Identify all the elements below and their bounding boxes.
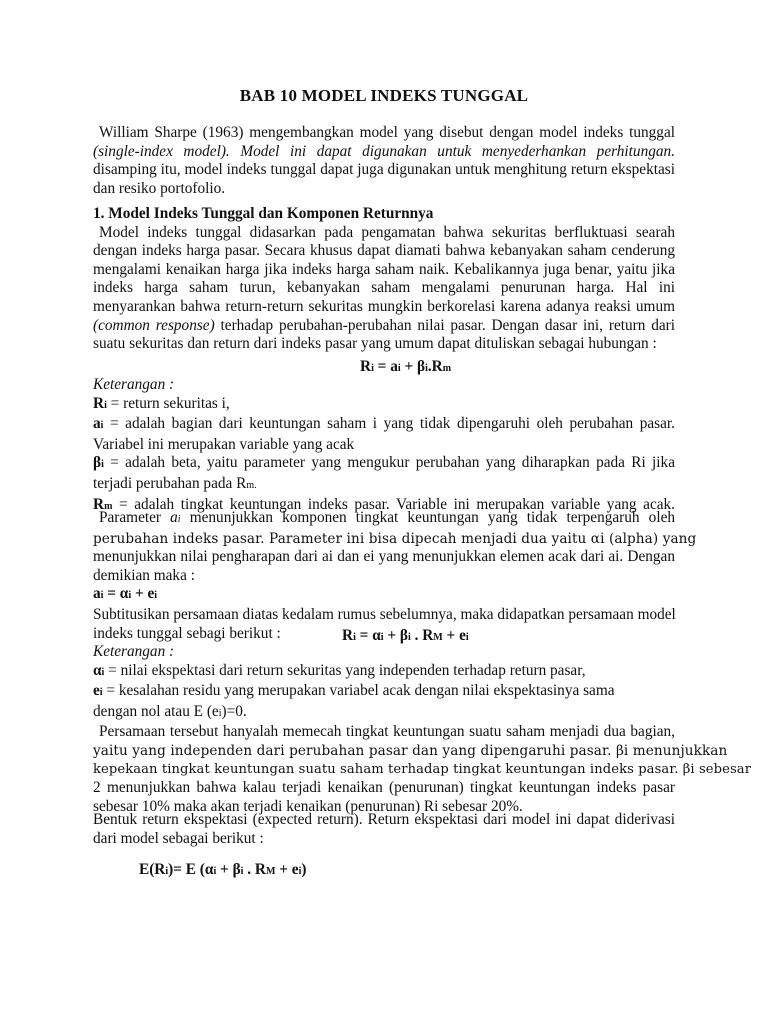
text-line: (single-index model). Model ini dapat digunakan untuk menyederhankan perhitungan.	[93, 142, 675, 160]
text-line: Parameter ai menunjukkan komponen tingkat keuntungan yang tidak terpengaruh oleh	[99, 509, 676, 526]
keterangan-2	[93, 643, 752, 816]
text-line: sebesar 10% maka akan terjadi kenaikan (penurunan) Ri sebesar 20%.	[93, 797, 523, 815]
equation-ai: ai = αi + ei	[93, 585, 158, 603]
text-line: disamping itu, model indeks tunggal dapat juga digunakan untuk menghitung return ekspektasi	[93, 161, 675, 179]
equation-return: Ri = ai + βi.Rm	[360, 358, 452, 375]
text-line: Persamaan tersebut hanyalah memecah tingkat keuntungan suatu saham menjadi dua bagian,	[99, 723, 675, 741]
text-line	[93, 317, 675, 336]
text-line: indeks harga saham turun, kebanyakan saham mengalami penurunan harga. Hal ini	[93, 279, 675, 297]
text-line: kepekaan tingkat keuntungan suatu saham terhadap tingkat keuntungan indeks pasar. βi sebesar	[93, 761, 752, 777]
definition-beta: βi = adalah beta, yaitu parameter yang mengukur perubahan yang diharapkan pada Ri jika	[93, 454, 675, 472]
text-line: menunjukkan nilai pengharapan dari ai dan ei yang menunjukkan elemen acak dari ai. Dengan	[93, 548, 675, 566]
text-line: 2 menunjukkan bahwa kalau terjadi kenaikan (penurunan) tingkat keuntungan indeks pasar	[93, 779, 675, 797]
text-line: dan resiko portofolio.	[93, 179, 226, 197]
text-line: demikian maka :	[93, 566, 195, 584]
common-response-term: (common response)	[93, 316, 215, 334]
text-line: mengalami kenaikan harga jika indeks harga saham naik. Kebalikannya juga benar, yaitu jika	[93, 260, 675, 278]
text-line: indeks tunggal sebagi berikut :	[93, 624, 281, 642]
page-title: BAB 10 MODEL INDEKS TUNGGAL	[239, 86, 529, 105]
text-line: suatu sekuritas dan return dari indeks pasar yang umum dapat dituliskan sebagai hubungan :	[93, 335, 657, 353]
text-line: William Sharpe (1963) mengembangkan model yang disebut dengan model indeks tunggal	[99, 124, 675, 141]
text-line: perubahan indeks pasar. Parameter ini bisa dipecah menjadi dua yaitu αi (alpha) yang	[93, 530, 697, 547]
equation-single-index: Ri = αi + βi . RM + ei	[342, 627, 469, 644]
text-line: Subtitusikan persamaan diatas kedalam rumus sebelumnya, maka didapatkan persamaan model	[93, 605, 676, 623]
keterangan-label: Keterangan :	[93, 643, 175, 660]
equation-expected-return: E(Ri)= E (αi + βi . RM + ei)	[139, 861, 307, 878]
expected-return-paragraph	[93, 811, 675, 848]
text-line: dengan nol atau E (ei)=0.	[93, 702, 247, 720]
text-line: dengan indeks harga pasar. Secara khusus dapat diamati bahwa kebanyakan saham cenderung	[93, 242, 675, 260]
definition-alpha: αi = nilai ekspektasi dari return sekuritas yang independen terhadap return pasar,	[93, 661, 586, 679]
keterangan-1	[93, 376, 675, 516]
definition-ai: ai = adalah bagian dari keuntungan saham i yang tidak dipengaruhi oleh perubahan pasar.	[93, 415, 675, 433]
text-line: menyarankan bahwa return-return sekuritas mungkin berkorelasi karena adanya reaksi umum	[93, 297, 675, 315]
text-line: yaitu yang independen dari perubahan pasar dan yang dipengaruhi pasar. βi menunjukkan	[93, 742, 728, 759]
text-line: Variabel ini merupakan variable yang acak	[93, 435, 355, 453]
keterangan-label: Keterangan :	[93, 376, 175, 393]
definition-ei: ei = kesalahan residu yang merupakan variabel acak dengan nilai ekspektasinya sama	[93, 682, 615, 700]
parameter-paragraph	[93, 509, 697, 643]
definition-rm: Rm = adalah tingkat keuntungan indeks pasar. Variable ini merupakan variable yang acak.	[93, 495, 675, 513]
text-line: Bentuk return ekspektasi (expected return). Return ekspektasi dari model ini dapat diderivasi	[93, 811, 675, 828]
definition-ri: Ri = return sekuritas i,	[93, 394, 230, 412]
text-span: terhadap perubahan-perubahan nilai pasar. Dengan dasar ini, return dari	[214, 316, 676, 334]
section-1	[93, 205, 675, 354]
text-line: terjadi perubahan pada Rm.	[93, 474, 257, 492]
text-line: Model indeks tunggal didasarkan pada pengamatan bahwa sekuritas berfluktuasi searah	[99, 223, 675, 241]
intro-paragraph	[93, 124, 675, 198]
text-line: dari model sebagai berikut :	[93, 829, 264, 847]
section-heading: 1. Model Indeks Tunggal dan Komponen Returnnya	[93, 205, 434, 222]
